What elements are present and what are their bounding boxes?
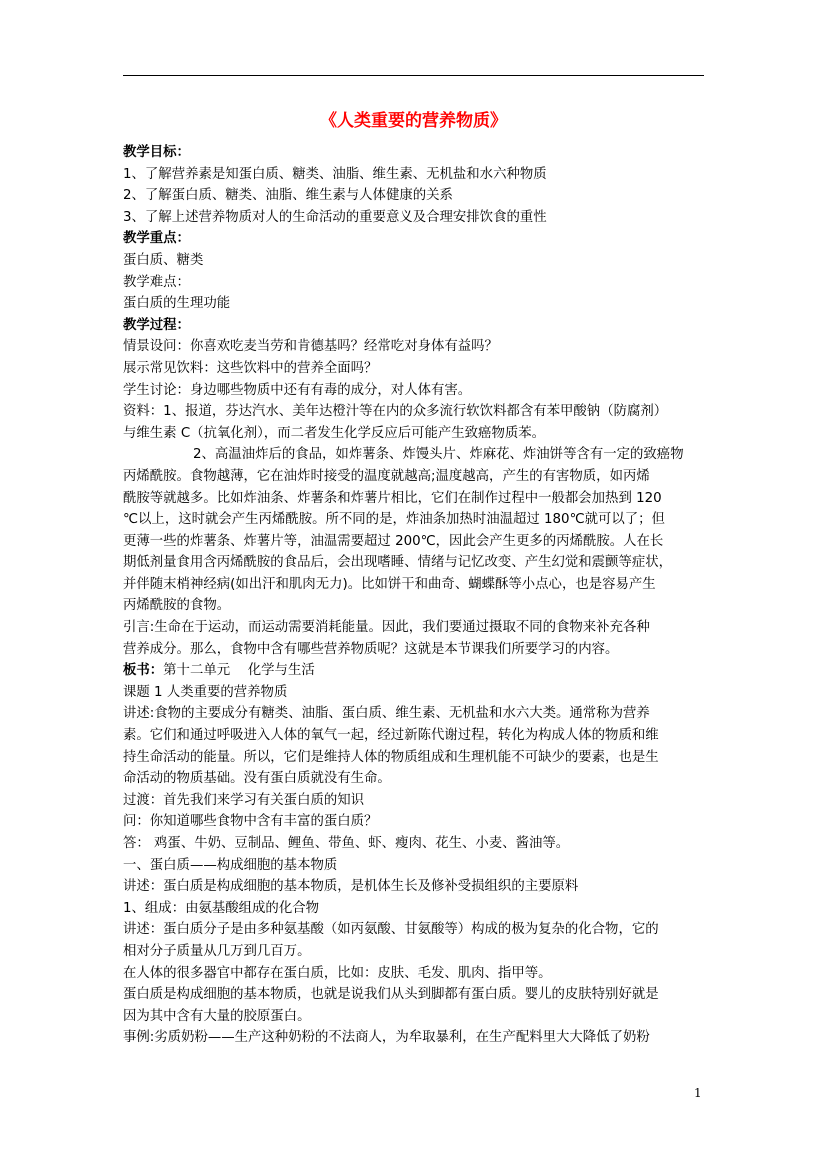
paragraph-line: 酰胺等就越多。比如炸油条、炸薯条和炸薯片相比，它们在制作过程中一般都会加热到 120 [123, 490, 662, 506]
paragraph-line: 过渡：首先我们来学习有关蛋白质的知识 [123, 792, 365, 808]
heading-teaching-goals: 教学目标： [123, 145, 190, 160]
paragraph-line: 更薄一些的炸薯条、炸薯片等，油温需要超过 200℃，因此会产生更多的丙烯酰胺。人在长 [123, 533, 664, 549]
paragraph-line: 学生讨论：身边哪些物质中还有有毒的成分，对人体有害。 [123, 382, 472, 398]
paragraph-line: 丙烯酰胺的食物。 [123, 598, 231, 614]
subsection-heading: 1、组成：由氨基酸组成的化合物 [123, 900, 319, 916]
heading-difficulty: 教学难点： [123, 274, 190, 290]
paragraph-line: 事例:劣质奶粉——生产这种奶粉的不法商人，为牟取暴利，在生产配料里大大降低了奶粉 [123, 1030, 650, 1046]
board-heading [123, 660, 715, 682]
paragraph-line: 相对分子质量从几万到几百万。 [123, 943, 311, 959]
goal-1: 1、了解营养素是知蛋白质、糖类、油脂、维生素、无机盐和水六种物质 [123, 166, 547, 182]
heading-key-points: 教学重点： [123, 231, 190, 247]
paragraph-line: 期低剂量食用含丙烯酰胺的食品后，会出现嗜睡、情绪与记忆改变、产生幻觉和震颤等症状， [123, 555, 673, 571]
key-points-text: 蛋白质、糖类 [123, 252, 204, 268]
paragraph-line: 丙烯酰胺。食物越薄，它在油炸时接受的温度就越高;温度越高，产生的有害物质，如丙烯 [123, 468, 650, 484]
difficulty-text: 蛋白质的生理功能 [123, 296, 231, 312]
paragraph-line: 展示常见饮料：这些饮料中的营养全面吗？ [123, 360, 378, 376]
paragraph-line: 营养成分。那么，食物中含有哪些营养物质呢？这就是本节课我们所要学习的内容。 [123, 641, 619, 657]
goal-2: 2、了解蛋白质、糖类、油脂、维生素与人体健康的关系 [123, 188, 453, 204]
paragraph-line: 问：你知道哪些食物中含有丰富的蛋白质？ [123, 814, 378, 830]
paragraph-line: 与维生素 C（抗氧化剂），而二者发生化学反应后可能产生致癌物质苯。 [123, 425, 546, 441]
paragraph-line: 因为其中含有大量的胶原蛋白。 [123, 1008, 311, 1024]
paragraph-line: 在人体的很多器官中都存在蛋白质，比如：皮肤、毛发、肌肉、指甲等。 [123, 965, 552, 981]
paragraph-line: ℃以上，这时就会产生丙烯酰胺。所不同的是，炸油条加热时油温超过 180℃就可以了；但 [123, 512, 665, 528]
goal-3: 3、了解上述营养物质对人的生命活动的重要意义及合理安排饮食的重性 [123, 209, 547, 225]
paragraph-line: 讲述：蛋白质分子是由多种氨基酸（如丙氨酸、甘氨酸等）构成的极为复杂的化合物，它的 [123, 922, 659, 938]
paragraph-line: 讲述：蛋白质是构成细胞的基本物质，是机体生长及修补受损组织的主要原料 [123, 879, 579, 895]
paragraph-line: 资料：1、报道，芬达汽水、美年达橙汁等在内的众多流行软饮料都含有苯甲酸钠（防腐剂） [123, 404, 668, 420]
paragraph-line: 课题 1 人类重要的营养物质 [123, 684, 288, 700]
paragraph-line: 引言:生命在于运动，而运动需要消耗能量。因此，我们要通过摄取不同的食物来补充各种 [123, 620, 650, 636]
paragraph-line: 讲述:食物的主要成分有糖类、油脂、蛋白质、维生素、无机盐和水六大类。通常称为营养 [123, 706, 650, 722]
paragraph-line: 答： 鸡蛋、牛奶、豆制品、鲤鱼、带鱼、虾、瘦肉、花生、小麦、酱油等。 [123, 836, 570, 851]
page-number: 1 [694, 1086, 702, 1100]
paragraph-line: 并伴随末梢神经病(如出汗和肌肉无力)。比如饼干和曲奇、蝴蝶酥等小点心，也是容易产生 [123, 576, 656, 592]
paragraph-line: 情景设问：你喜欢吃麦当劳和肯德基吗？经常吃对身体有益吗？ [123, 339, 498, 355]
paragraph-line: 素。它们和通过呼吸进入人体的氧气一起，经过新陈代谢过程，转化为构成人体的物质和维 [123, 728, 659, 744]
paragraph-line: 蛋白质是构成细胞的基本物质，也就是说我们从头到脚都有蛋白质。婴儿的皮肤特别好就是 [123, 987, 659, 1003]
document-title: 《人类重要的营养物质》 [320, 111, 507, 131]
paragraph-line: 持生命活动的能量。所以，它们是维持人体的物质组成和生理机能不可缺少的要素，也是生 [123, 749, 659, 765]
paragraph-line: 2、高温油炸后的食品，如炸薯条、炸馒头片、炸麻花、炸油饼等含有一定的致癌物 [193, 447, 684, 463]
header-rule [123, 75, 704, 76]
document-body [123, 142, 715, 1049]
board-text: 第十二单元 化学与生活 [163, 663, 315, 679]
paragraph-line: 命活动的物质基础。没有蛋白质就没有生命。 [123, 771, 391, 787]
board-label: 板书： [123, 663, 164, 679]
heading-process: 教学过程： [123, 317, 190, 333]
section-heading: 一、蛋白质——构成细胞的基本物质 [123, 857, 338, 873]
